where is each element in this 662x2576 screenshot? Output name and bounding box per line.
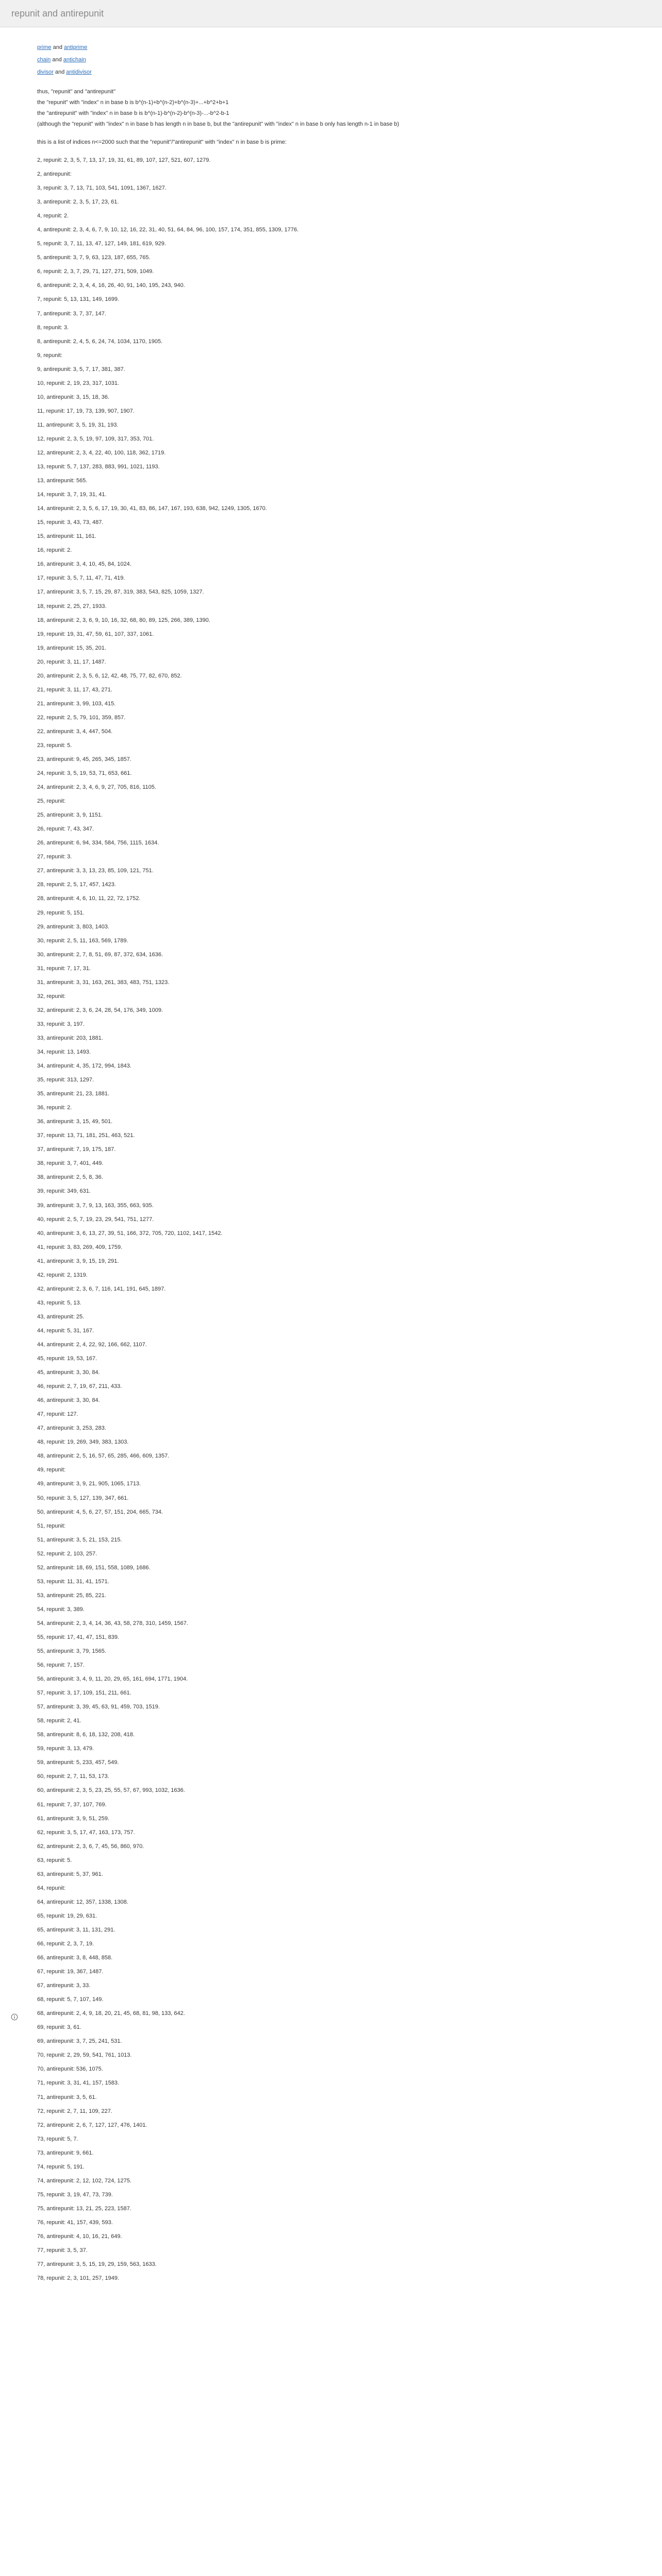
list-item: 20, antirepunit: 2, 3, 5, 6, 12, 42, 48, 75, 77, 82, 670, 852. (37, 672, 182, 679)
list-item: 6, repunit: 2, 3, 7, 29, 71, 127, 271, 509, 1049. (37, 268, 154, 275)
list-item: 26, repunit: 7, 43, 347. (37, 826, 94, 833)
summary-text: this is a list of indices n<=2000 such that the "repunit"/"antirepunit" with "index" n in base b is prime: (37, 139, 287, 145)
list-item: 20, repunit: 3, 11, 17, 1487. (37, 658, 106, 665)
list-item: 67, repunit: 19, 367, 1487. (37, 1969, 104, 1975)
list-item: 38, antirepunit: 2, 5, 8, 36. (37, 1174, 103, 1181)
list-item: 42, antirepunit: 2, 3, 6, 7, 116, 141, 191, 645, 1897. (37, 1285, 166, 1292)
list-item: 17, antirepunit: 3, 5, 7, 15, 29, 87, 319, 383, 543, 825, 1059, 1327. (37, 589, 204, 596)
list-item: 11, antirepunit: 3, 5, 19, 31, 193. (37, 421, 119, 428)
see-also-link[interactable]: antichain (63, 57, 86, 63)
list-item: 28, repunit: 2, 5, 17, 457, 1423. (37, 882, 116, 888)
list-item: 62, antirepunit: 2, 3, 6, 7, 45, 56, 860, 970. (37, 1843, 144, 1850)
list-item: 7, antirepunit: 3, 7, 37, 147. (37, 310, 106, 317)
list-item: 78, repunit: 2, 3, 101, 257, 1949. (37, 2275, 120, 2282)
list-item: 51, repunit: (37, 1522, 66, 1529)
list-item: 65, antirepunit: 3, 11, 131, 291. (37, 1926, 115, 1933)
list-item: 57, repunit: 3, 17, 109, 151, 211, 661. (37, 1690, 131, 1697)
list-item: 49, repunit: (37, 1467, 66, 1473)
list-item: 12, repunit: 2, 3, 5, 19, 97, 109, 317, 353, 701. (37, 435, 154, 442)
intro-line: the "antirepunit" with "index" n in base b is b^(n-1)-b^(n-2)-b^(n-3)-...-b^2-b-1 (37, 110, 229, 116)
see-also-line (37, 44, 604, 51)
list-item: 56, repunit: 7, 157. (37, 1662, 85, 1669)
list-item: 54, antirepunit: 2, 3, 4, 14, 36, 43, 58, 278, 310, 1459, 1567. (37, 1620, 188, 1626)
list-item: 74, repunit: 5, 191. (37, 2163, 85, 2170)
list-item: 25, repunit: (37, 798, 66, 805)
list-item: 62, repunit: 3, 5, 17, 47, 163, 173, 757. (37, 1829, 135, 1836)
see-also-connector: and (53, 44, 62, 50)
see-also-line (37, 57, 604, 63)
list-item: 15, repunit: 3, 43, 73, 487. (37, 519, 104, 526)
list-item: 10, antirepunit: 3, 15, 18, 36. (37, 394, 110, 400)
list-item: 70, repunit: 2, 29, 59, 541, 761, 1013. (37, 2052, 132, 2059)
list-item: 9, antirepunit: 3, 5, 7, 17, 381, 387. (37, 366, 125, 372)
list-item: 22, antirepunit: 3, 4, 447, 504. (37, 728, 113, 735)
list-item: 30, repunit: 2, 5, 11, 163, 569, 1789. (37, 937, 128, 944)
list-item: 68, antirepunit: 2, 4, 9, 18, 20, 21, 45, 68, 81, 98, 133, 642. (37, 2010, 185, 2017)
list-item: 34, antirepunit: 4, 35, 172, 994, 1843. (37, 1063, 131, 1070)
list-item: 21, antirepunit: 3, 99, 103, 415. (37, 700, 116, 707)
list-item: 4, antirepunit: 2, 3, 4, 6, 7, 9, 10, 12, 16, 22, 31, 40, 51, 64, 84, 96, 100, 157, 174, 351, 855, 1309, 1776. (37, 227, 299, 233)
list-item: 33, antirepunit: 203, 1881. (37, 1035, 103, 1041)
list-item: 68, repunit: 5, 7, 107, 149. (37, 1996, 104, 2003)
list-item: 66, repunit: 2, 3, 7, 19. (37, 1941, 94, 1947)
list-item: 49, antirepunit: 3, 9, 21, 905, 1065, 1713. (37, 1481, 141, 1487)
list-item: 3, antirepunit: 2, 3, 5, 17, 23, 61. (37, 199, 119, 206)
list-item: 53, repunit: 11, 31, 41, 1571. (37, 1578, 109, 1585)
list-item: 32, antirepunit: 2, 3, 6, 24, 28, 54, 176, 349, 1009. (37, 1007, 163, 1013)
list-item: 29, antirepunit: 3, 803, 1403. (37, 923, 110, 930)
list-item: 46, antirepunit: 3, 30, 84. (37, 1397, 100, 1404)
list-item: 59, repunit: 3, 13, 479. (37, 1745, 94, 1752)
list-item: 23, repunit: 5. (37, 742, 72, 749)
list-item: 57, antirepunit: 3, 39, 45, 63, 91, 459, 703, 1519. (37, 1704, 160, 1710)
list-item: 31, antirepunit: 3, 31, 163, 261, 383, 483, 751, 1323. (37, 979, 170, 986)
list-item: 48, repunit: 19, 269, 349, 383, 1303. (37, 1439, 129, 1446)
list-item: 39, antirepunit: 3, 7, 9, 13, 163, 355, 663, 935. (37, 1202, 154, 1209)
list-item: 26, antirepunit: 6, 94, 334, 584, 756, 1115, 1634. (37, 840, 159, 846)
list-item: 45, antirepunit: 3, 30, 84. (37, 1369, 100, 1376)
list-item: 11, repunit: 17, 19, 73, 139, 907, 1907. (37, 408, 135, 414)
list-item: 29, repunit: 5, 151. (37, 909, 85, 916)
list-item: 32, repunit: (37, 993, 66, 999)
list-item: 9, repunit: (37, 352, 62, 359)
list-item: 77, antirepunit: 3, 5, 15, 19, 29, 159, 563, 1633. (37, 2261, 157, 2268)
list-item: 4, repunit: 2. (37, 213, 69, 219)
list-item: 50, repunit: 3, 5, 127, 139, 347, 661. (37, 1495, 129, 1501)
list-item: 67, antirepunit: 3, 33. (37, 1982, 91, 1989)
list-item: 34, repunit: 13, 1493. (37, 1049, 91, 1055)
list-item: 8, antirepunit: 2, 4, 5, 6, 24, 74, 1034, 1170, 1905. (37, 338, 163, 345)
list-item: 19, antirepunit: 15, 35, 201. (37, 645, 106, 651)
list-item: 63, antirepunit: 5, 37, 961. (37, 1871, 103, 1877)
list-item: 37, antirepunit: 7, 19, 175, 187. (37, 1146, 116, 1153)
article-content (37, 44, 604, 2289)
list-item: 14, antirepunit: 2, 3, 5, 6, 17, 19, 30, 41, 83, 86, 147, 167, 193, 638, 942, 1249, 1305, 1670. (37, 505, 267, 512)
list-item: 51, antirepunit: 3, 5, 21, 153, 215. (37, 1536, 122, 1543)
list-item: 41, antirepunit: 3, 9, 15, 19, 291. (37, 1258, 119, 1264)
list-item: 43, antirepunit: 25. (37, 1313, 85, 1320)
list-item: 47, antirepunit: 3, 253, 283. (37, 1425, 106, 1432)
list-item: 58, repunit: 2, 41. (37, 1718, 81, 1724)
intro-paragraphs (37, 89, 604, 128)
title-bar (0, 0, 662, 27)
intro-line: thus, "repunit" and "antirepunit" (37, 89, 115, 95)
list-item: 73, antirepunit: 9, 661. (37, 2149, 94, 2156)
list-item: 2, repunit: 2, 3, 5, 7, 13, 17, 19, 31, 61, 89, 107, 127, 521, 607, 1279. (37, 157, 211, 163)
list-item: 16, repunit: 2. (37, 547, 72, 554)
list-item: 50, antirepunit: 4, 5, 6, 27, 57, 151, 204, 665, 734. (37, 1509, 163, 1515)
list-item: 63, repunit: 5. (37, 1857, 72, 1863)
list-item: 31, repunit: 7, 17, 31. (37, 965, 91, 972)
list-item: 36, repunit: 2. (37, 1105, 72, 1111)
list-item: 52, antirepunit: 18, 69, 151, 558, 1089, 1686. (37, 1564, 151, 1571)
list-item: 13, repunit: 5, 7, 137, 283, 883, 991, 1021, 1193. (37, 464, 160, 470)
list-item: 12, antirepunit: 2, 3, 4, 22, 40, 100, 118, 362, 1719. (37, 449, 166, 456)
list-item: 47, repunit: 127. (37, 1411, 78, 1418)
list-item: 69, antirepunit: 3, 7, 25, 241, 531. (37, 2038, 122, 2045)
list-item: 3, repunit: 3, 7, 13, 71, 103, 541, 1091, 1367, 1627. (37, 185, 167, 192)
list-item: 75, repunit: 3, 19, 47, 73, 739. (37, 2191, 113, 2198)
list-item: 76, repunit: 41, 157, 439, 593. (37, 2219, 113, 2226)
list-item: 45, repunit: 19, 53, 167. (37, 1355, 97, 1362)
see-also-link[interactable]: prime (37, 44, 52, 50)
see-also-line (37, 69, 604, 76)
list-item: 14, repunit: 3, 7, 19, 31, 41. (37, 492, 107, 498)
list-item: 71, antirepunit: 3, 5, 61. (37, 2094, 97, 2100)
entries-list (37, 157, 604, 2289)
list-item: 27, antirepunit: 3, 3, 13, 23, 85, 109, 121, 751. (37, 868, 154, 874)
list-item: 15, antirepunit: 11, 161. (37, 533, 96, 540)
list-item: 44, repunit: 5, 31, 167. (37, 1327, 94, 1334)
list-item: 64, repunit: (37, 1885, 66, 1891)
list-item: 69, repunit: 3, 61. (37, 2024, 81, 2031)
list-item: 5, repunit: 3, 7, 11, 13, 47, 127, 149, 181, 619, 929. (37, 241, 166, 247)
see-also-link[interactable]: chain (37, 57, 51, 63)
list-item: 7, repunit: 5, 13, 131, 149, 1699. (37, 296, 120, 303)
list-item: 71, repunit: 3, 31, 41, 157, 1583. (37, 2080, 120, 2087)
list-item: 52, repunit: 2, 103, 257. (37, 1550, 97, 1557)
list-item: 73, repunit: 5, 7. (37, 2136, 78, 2142)
list-item: 70, antirepunit: 536, 1075. (37, 2066, 103, 2073)
list-item: 24, repunit: 3, 5, 19, 53, 71, 653, 661. (37, 770, 132, 777)
list-item: 54, repunit: 3, 389. (37, 1606, 85, 1613)
list-item: 64, antirepunit: 12, 357, 1338, 1308. (37, 1899, 128, 1905)
list-item: 61, repunit: 7, 37, 107, 769. (37, 1801, 107, 1808)
list-item: 35, antirepunit: 21, 23, 1881. (37, 1091, 110, 1097)
see-also-link[interactable]: antidivisor (66, 69, 92, 75)
list-item: 60, repunit: 2, 7, 11, 53, 173. (37, 1773, 109, 1780)
list-item: 23, antirepunit: 9, 45, 265, 345, 1857. (37, 756, 131, 763)
list-item: 5, antirepunit: 3, 7, 9, 63, 123, 187, 655, 765. (37, 255, 151, 261)
list-item: 18, antirepunit: 2, 3, 6, 9, 10, 16, 32, 68, 80, 89, 125, 266, 389, 1390. (37, 617, 210, 623)
list-item: 60, antirepunit: 2, 3, 5, 23, 25, 55, 57, 67, 993, 1032, 1636. (37, 1787, 185, 1794)
list-item: 19, repunit: 19, 31, 47, 59, 61, 107, 337, 1061. (37, 631, 154, 637)
see-also-list (37, 44, 604, 76)
list-item: 75, antirepunit: 13, 21, 25, 223, 1587. (37, 2205, 131, 2212)
list-item: 40, antirepunit: 3, 6, 13, 27, 39, 51, 166, 372, 705, 720, 1102, 1417, 1542. (37, 1230, 223, 1236)
list-item: 8, repunit: 3. (37, 324, 69, 331)
list-item: 53, antirepunit: 25, 85, 221. (37, 1592, 106, 1599)
list-item: 59, antirepunit: 5, 233, 457, 549. (37, 1759, 119, 1766)
list-item: 55, antirepunit: 3, 79, 1565. (37, 1648, 106, 1655)
info-icon[interactable] (11, 2013, 18, 2021)
list-item: 46, repunit: 2, 7, 19, 67, 211, 433. (37, 1383, 122, 1390)
list-item: 6, antirepunit: 2, 3, 4, 4, 16, 26, 40, 91, 140, 195, 243, 940. (37, 282, 185, 289)
list-item: 61, antirepunit: 3, 9, 51, 259. (37, 1815, 110, 1822)
see-also-connector: and (55, 69, 65, 75)
list-item: 38, repunit: 3, 7, 401, 449. (37, 1160, 104, 1167)
list-item: 30, antirepunit: 2, 7, 8, 51, 69, 87, 372, 634, 1636. (37, 951, 163, 958)
list-item: 13, antirepunit: 565. (37, 478, 88, 484)
list-item: 33, repunit: 3, 197. (37, 1021, 85, 1027)
intro-line: the "repunit" with "index" n in base b is b^(n-1)+b^(n-2)+b^(n-3)+...+b^2+b+1 (37, 99, 229, 106)
intro-line: (although the "repunit" with "index" n in base b has length n in base b, but the "antirepunit" with "index" n in base b only has length n-1 in base b) (37, 121, 400, 127)
list-item: 25, antirepunit: 3, 9, 1151. (37, 812, 103, 819)
list-item: 77, repunit: 3, 5, 37. (37, 2247, 88, 2254)
list-item: 43, repunit: 5, 13. (37, 1299, 81, 1306)
list-item: 18, repunit: 2, 25, 27, 1933. (37, 603, 107, 609)
list-item: 56, antirepunit: 3, 4, 9, 11, 20, 29, 65, 161, 694, 1771, 1904. (37, 1676, 188, 1683)
list-item: 2, antirepunit: (37, 171, 72, 178)
see-also-link[interactable]: divisor (37, 69, 54, 75)
list-item: 42, repunit: 2, 1319. (37, 1272, 88, 1278)
list-item: 76, antirepunit: 4, 10, 16, 21, 649. (37, 2233, 122, 2240)
list-item: 17, repunit: 3, 5, 7, 11, 47, 71, 419. (37, 575, 125, 582)
list-item: 40, repunit: 2, 5, 7, 19, 23, 29, 541, 751, 1277. (37, 1216, 154, 1223)
list-item: 72, repunit: 2, 7, 11, 109, 227. (37, 2108, 112, 2114)
list-item: 65, repunit: 19, 29, 631. (37, 1912, 97, 1919)
list-item: 58, antirepunit: 8, 6, 18, 132, 208, 418. (37, 1732, 135, 1738)
list-item: 41, repunit: 3, 83, 269, 409, 1759. (37, 1244, 123, 1250)
list-item: 16, antirepunit: 3, 4, 10, 45, 84, 1024. (37, 561, 131, 568)
list-item: 36, antirepunit: 3, 15, 49, 501. (37, 1118, 113, 1125)
list-item: 24, antirepunit: 2, 3, 4, 6, 9, 27, 705, 816, 1105. (37, 784, 156, 791)
list-item: 28, antirepunit: 4, 6, 10, 11, 22, 72, 1752. (37, 895, 141, 902)
list-item: 21, repunit: 3, 11, 17, 43, 271. (37, 686, 112, 693)
list-item: 27, repunit: 3. (37, 854, 72, 860)
list-item: 37, repunit: 13, 71, 181, 251, 463, 521. (37, 1132, 135, 1139)
list-item: 44, antirepunit: 2, 4, 22, 92, 166, 662, 1107. (37, 1341, 147, 1348)
list-item: 10, repunit: 2, 19, 23, 317, 1031. (37, 380, 120, 386)
page-title: repunit and antirepunit (11, 8, 104, 19)
see-also-connector: and (52, 57, 62, 63)
list-item: 48, antirepunit: 2, 5, 16, 57, 65, 285, 466, 609, 1357. (37, 1453, 170, 1460)
see-also-link[interactable]: antiprime (64, 44, 88, 50)
list-item: 66, antirepunit: 3, 8, 448, 858. (37, 1955, 113, 1961)
list-item: 55, repunit: 17, 41, 47, 151, 839. (37, 1634, 120, 1640)
list-item: 74, antirepunit: 2, 12, 102, 724, 1275. (37, 2177, 131, 2184)
list-item: 72, antirepunit: 2, 6, 7, 127, 127, 476, 1401. (37, 2122, 147, 2128)
list-item: 39, repunit: 349, 631. (37, 1188, 91, 1195)
list-item: 35, repunit: 313, 1297. (37, 1077, 94, 1083)
list-item: 22, repunit: 2, 5, 79, 101, 359, 857. (37, 714, 126, 721)
